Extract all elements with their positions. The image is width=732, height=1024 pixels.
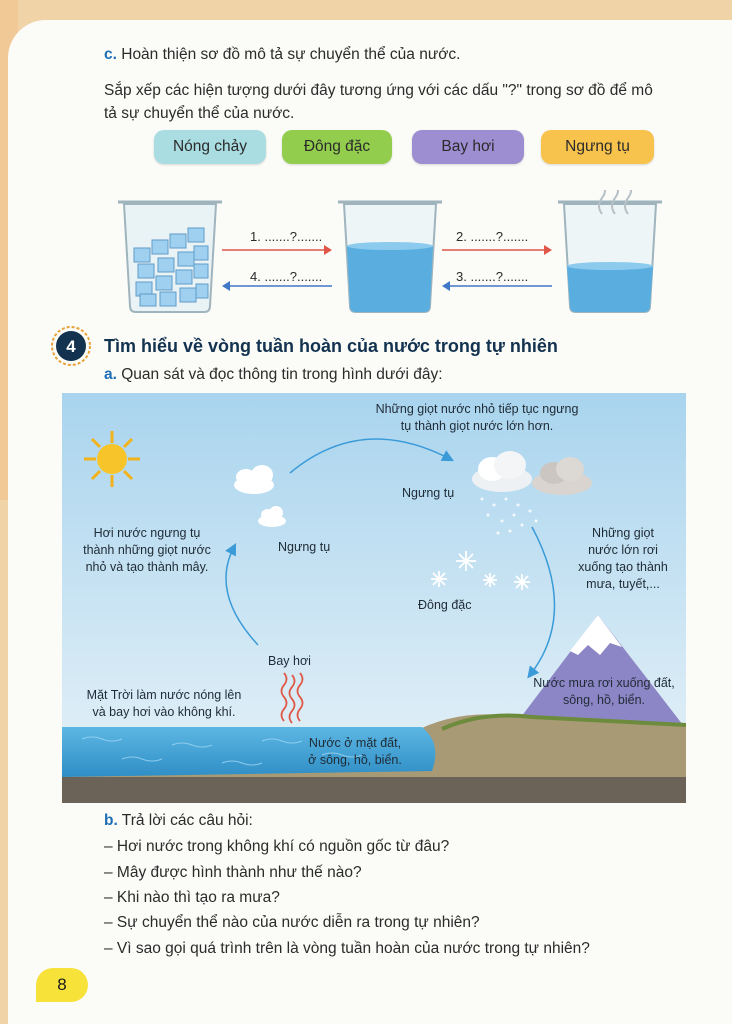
rain-note-line2: sông, hồ, biển. — [562, 693, 645, 707]
top-note-line1: Những giọt nước nhỏ tiếp tục ngưng — [375, 402, 579, 416]
label-ngung-tu-right: Ngưng tụ — [402, 486, 455, 500]
arrow-1 — [222, 245, 332, 255]
sub-b-title-text: Trả lời các câu hỏi: — [117, 812, 253, 829]
sun-note — [68, 687, 260, 721]
label-ngung-tu-left: Ngưng tụ — [278, 540, 331, 554]
option-nong-chay: Nóng chảy — [154, 130, 266, 164]
question-4: – Sự chuyển thể nào của nước diễn ra trong tự nhiên? — [104, 914, 480, 931]
top-note — [362, 401, 592, 435]
option-bay-hoi: Bay hơi — [412, 130, 524, 164]
section-c-label: c. — [104, 46, 117, 63]
left-note-line2: thành những giọt nước — [83, 543, 211, 557]
surface-note-line2: ở sông, hồ, biển. — [308, 753, 402, 767]
snowflake-icon — [483, 573, 497, 587]
right-note — [568, 525, 678, 593]
state-change-diagram — [110, 190, 670, 320]
option-dong-dac: Đông đặc — [282, 130, 392, 164]
question-5: – Vì sao gọi quá trình trên là vòng tuần hoàn của nước trong tự nhiên? — [104, 940, 590, 957]
bedrock — [62, 777, 686, 803]
option-ngung-tu: Ngưng tụ — [541, 130, 654, 164]
surface-note — [298, 735, 412, 769]
question-2: – Mây được hình thành như thế nào? — [104, 864, 362, 881]
left-note-line3: nhỏ và tạo thành mây. — [85, 560, 209, 574]
snowflake-icon — [431, 571, 447, 587]
right-note-line2: nước lớn rơi — [588, 543, 658, 557]
surface-note-line1: Nước ở mặt đất, — [308, 736, 402, 750]
instruction-line-1: Sắp xếp các hiện tượng dưới đây tương ứng với các dấu "?" trong sơ đồ để mô — [104, 82, 653, 99]
sub-a-body: Quan sát và đọc thông tin trong hình dưới đây: — [116, 366, 443, 383]
sun-note-line2: và bay hơi vào không khí. — [92, 705, 236, 719]
water-cycle-diagram — [62, 393, 686, 803]
label-dong-dac: Đông đặc — [418, 598, 472, 612]
snowflake-icon — [456, 551, 476, 571]
sub-b-title — [104, 812, 253, 830]
sub-b-label: b. — [104, 812, 118, 829]
section-c-title-text: Hoàn thiện sơ đồ mô tả sự chuyển thể của nước. — [116, 46, 461, 63]
arrow-4-label: 4. .......?....... — [250, 269, 323, 284]
sub-a-text — [104, 364, 443, 386]
instruction-line-2: tả sự chuyển thể của nước. — [104, 105, 295, 122]
section-number-badge — [50, 325, 92, 367]
beaker-ice — [118, 202, 222, 312]
beaker-water — [338, 202, 442, 312]
top-note-line2: tụ thành giọt nước lớn hơn. — [400, 419, 554, 433]
right-note-line1: Những giọt — [592, 526, 654, 540]
snowflake-icon — [514, 574, 530, 590]
label-bay-hoi: Bay hơi — [268, 654, 311, 668]
arrow-2 — [442, 245, 552, 255]
section-number: 4 — [66, 337, 76, 356]
sun-note-line1: Mặt Trời làm nước nóng lên — [86, 688, 242, 702]
left-note — [72, 525, 222, 576]
section-c-title — [104, 44, 460, 66]
question-3: – Khi nào thì tạo ra mưa? — [104, 889, 280, 906]
page-number: 8 — [36, 968, 88, 1002]
rain-note — [524, 675, 684, 709]
arrow-1-label: 1. .......?....... — [250, 229, 323, 244]
arrow-2-label: 2. .......?....... — [456, 229, 529, 244]
right-note-line4: mưa, tuyết,... — [586, 577, 660, 591]
section-4-title: Tìm hiểu về vòng tuần hoàn của nước trong tự nhiên — [104, 336, 558, 356]
sub-a-label: a. — [104, 366, 117, 383]
arrow-3-label: 3. .......?....... — [456, 269, 529, 284]
rain-note-line1: Nước mưa rơi xuống đất, — [533, 676, 675, 690]
right-note-line3: xuống tạo thành — [578, 560, 668, 574]
beaker-vapor — [558, 190, 662, 312]
question-1: – Hơi nước trong không khí có nguồn gốc từ đâu? — [104, 838, 450, 855]
sun-icon — [84, 431, 140, 487]
left-note-line1: Hơi nước ngưng tụ — [93, 526, 201, 540]
